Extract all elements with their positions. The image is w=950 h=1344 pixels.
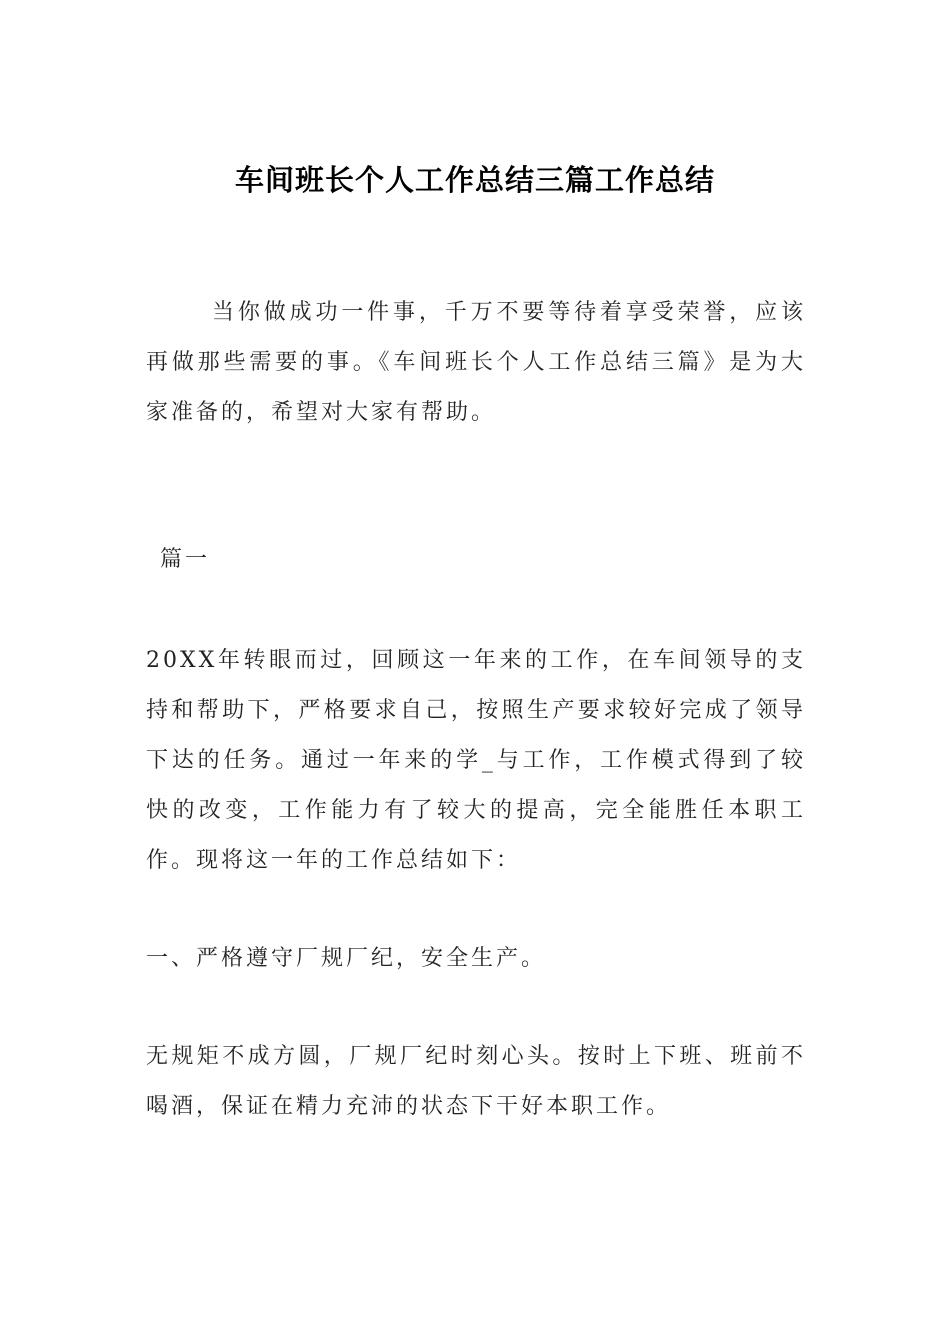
- document-title: 车间班长个人工作总结三篇工作总结: [234, 163, 715, 197]
- body-paragraph-2: 无规矩不成方圆，厂规厂纪时刻心头。按时上下班、班前不喝酒，保证在精力充沛的状态下干好本职工作。: [146, 1044, 806, 1119]
- section-label: 篇一: [160, 547, 211, 572]
- intro-paragraph: 当你做成功一件事，千万不要等待着享受荣誉，应该再做那些需要的事。《车间班长个人工作总结三篇》是为大家准备的，希望对大家有帮助。: [146, 300, 806, 425]
- body-paragraph-1: 20XX年转眼而过，回顾这一年来的工作，在车间领导的支持和帮助下，严格要求自己，按照生产要求较好完成了领导下达的任务。通过一年来的学_与工作，工作模式得到了较快的改变，工作能力有了较大的提高，完全能胜任本职工作。现将这一年的工作总结如下：: [146, 648, 806, 873]
- section-heading-1: 一、严格遵守厂规厂纪，安全生产。: [146, 946, 547, 971]
